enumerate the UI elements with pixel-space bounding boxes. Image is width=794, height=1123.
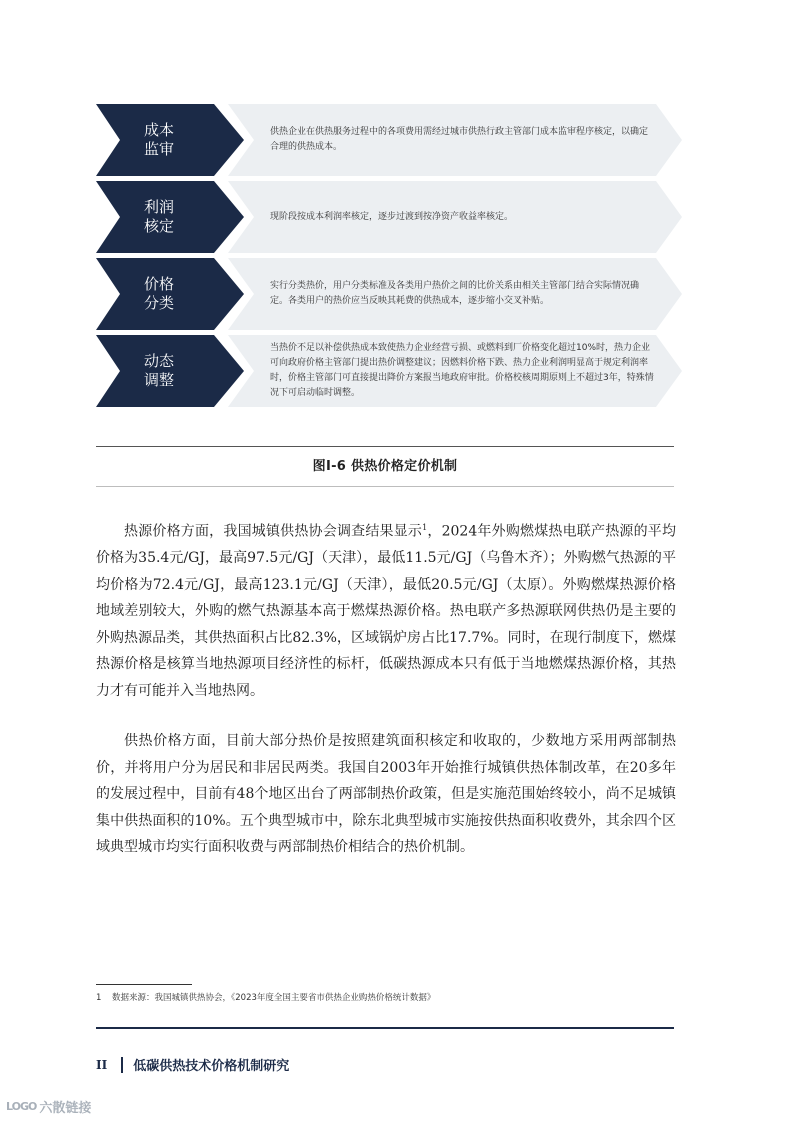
step-description: 供热企业在供热服务过程中的各项费用需经过城市供热行政主管部门成本监审程序核定，以确定合理的供热成本。 [270, 127, 649, 152]
page-footer [96, 1055, 289, 1074]
step-description: 实行分类热价，用户分类标准及各类用户热价之间的比价关系由相关主管部门结合实际情况确定。各类用户的热价应当反映其耗费的供热成本，逐步缩小交叉补贴。 [270, 281, 640, 306]
step-label: 动态 调整 [143, 352, 174, 389]
watermark [6, 1097, 91, 1116]
step-label: 利润 核定 [143, 198, 174, 235]
watermark-logo-icon: LOGO [6, 1100, 37, 1113]
footer-rule [96, 1027, 674, 1029]
footnote-reference[interactable]: 1 [422, 523, 428, 532]
figure-caption: 图I-6 供热价格定价机制 [312, 459, 458, 474]
pricing-mechanism-diagram [96, 104, 682, 410]
footer-divider [121, 1057, 123, 1073]
step-profit-approval [96, 181, 682, 253]
report-title: 低碳供热技术价格机制研究 [133, 1059, 290, 1074]
footnote-text: 数据来源：我国城镇供热协会，《2023年度全国主要省市供热企业购热价格统计数据》 [112, 993, 436, 1003]
step-price-classification [96, 258, 682, 330]
step-label: 成本 监审 [143, 121, 174, 158]
body-paragraph-heat-price: 供热价格方面，目前大部分热价是按照建筑面积核定和收取的，少数地方采用两部制热价，并将用户分为居民和非居民两类。我国自2003年开始推行城镇供热体制改革，在20多年的发展过程中，目前有48个地区出台了两部制热价政策，但是实施范围始终较小，尚不足城镇集中供热面积的10%。五个典型城市中，除东北典型城市实施按供热面积收费外，其余四个区域典型城市均实行面积收费与两部制热价相结合的热价机制。 [96, 733, 676, 855]
footnote-rule [96, 984, 192, 985]
caption-top-rule [96, 446, 674, 447]
step-description: 当热价不足以补偿供热成本致使热力企业经营亏损、或燃料到厂价格变化超过10%时，热力企业可向政府价格主管部门提出热价调整建议；因燃料价格下跌、热力企业利润明显高于规定利润率时，价格主管部门可直接提出降价方案报当地政府审批。价格校核周期原则上不超过3年，特殊情况下可启动临时调整。 [270, 343, 654, 398]
step-description: 现阶段按成本利润率核定，逐步过渡到按净资产收益率核定。 [270, 211, 514, 222]
footnote [96, 991, 435, 1003]
body-paragraph-heat-source [96, 515, 676, 704]
page-number: II [96, 1057, 108, 1072]
step-dynamic-adjustment [96, 335, 682, 407]
step-label: 价格 分类 [143, 275, 174, 312]
footnote-number: 1 [96, 993, 102, 1003]
caption-bottom-rule [96, 486, 674, 487]
watermark-text: 六散链接 [39, 1101, 92, 1116]
paragraph-text: ，2024年外购燃煤热电联产热源的平均价格为35.4元/GJ，最高97.5元/GJ（天津），最低11.5元/GJ（乌鲁木齐）；外购燃气热源的平均价格为72.4元/GJ，最高123.1元/GJ（天津），最低20.5元/GJ（太原）。外购燃煤热源价格地域差别较大，外购的燃气热源基本高于燃煤热源价格。热电联产多热源联网供热仍是主要的外购热源品类，其供热面积占比82.3%，区域锅炉房占比17.7%。同时，在现行制度下，燃煤热源价格是核算当地热源项目经济性的标杆，低碳热源成本只有低于当地燃煤热源价格，其热力才有可能并入当地热网。 [96, 523, 676, 699]
step-cost-review [96, 104, 682, 176]
paragraph-text: 热源价格方面，我国城镇供热协会调查结果显示 [124, 523, 423, 540]
